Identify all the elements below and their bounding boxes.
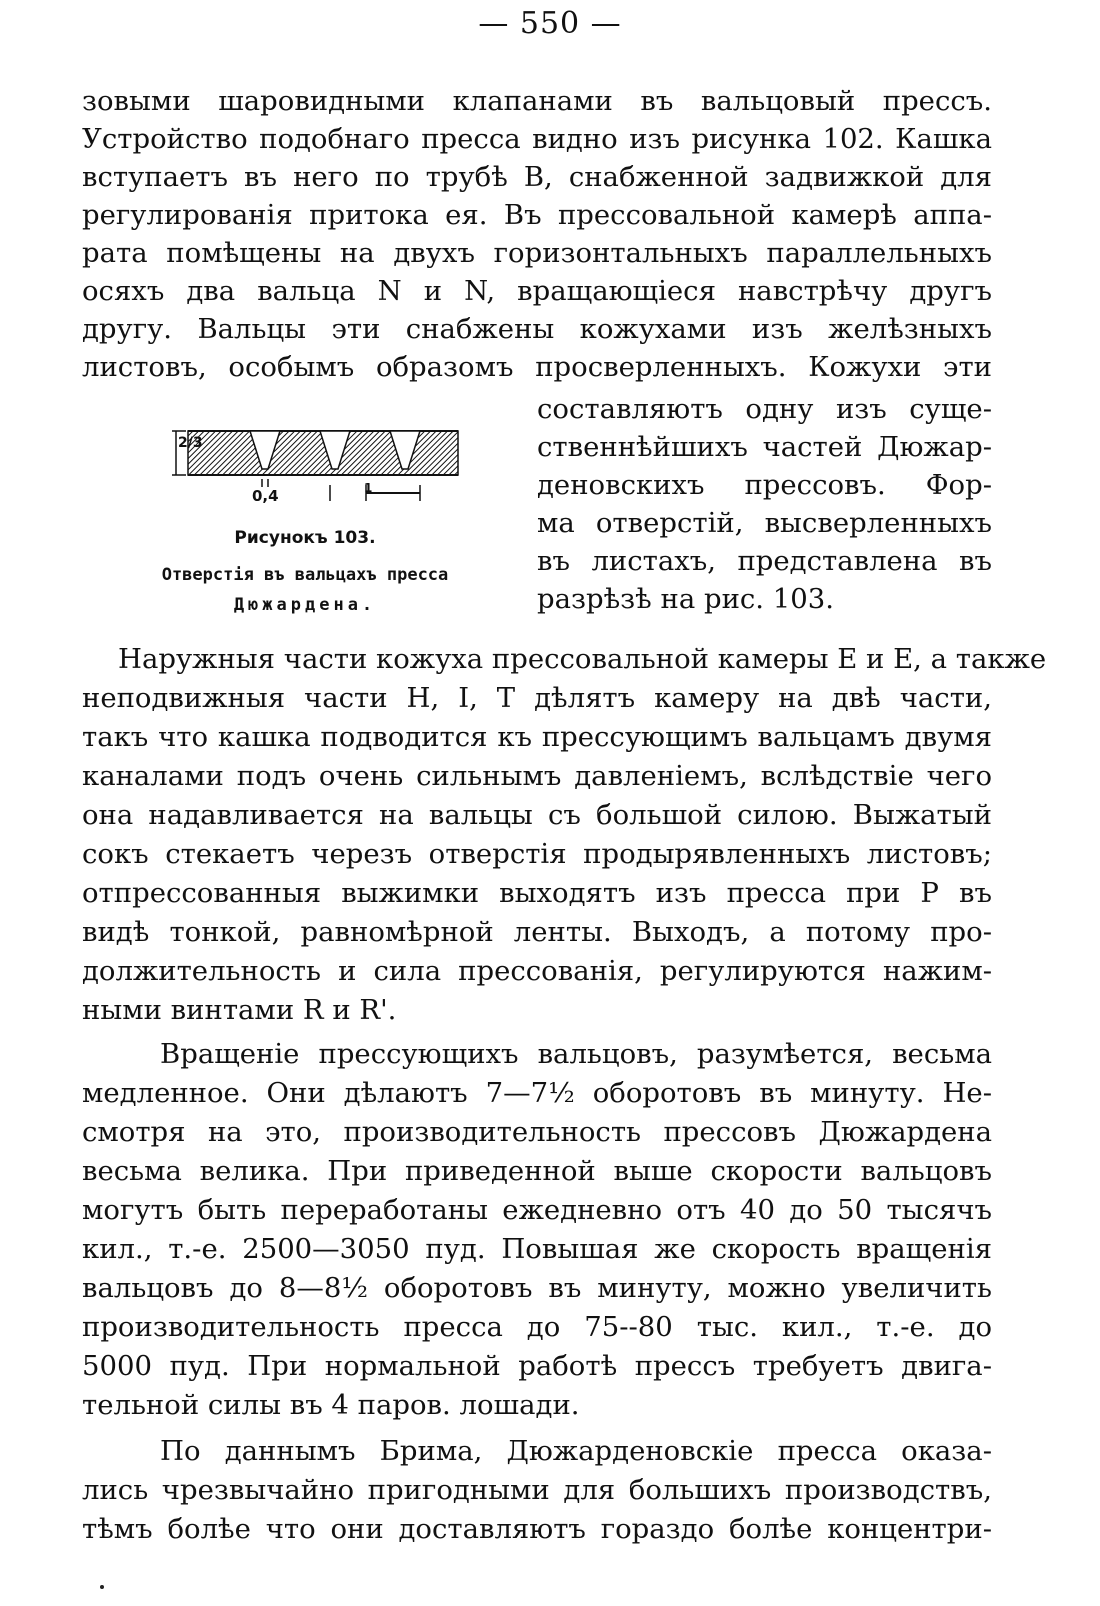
text-line: ными винтами R и R'. <box>82 994 397 1026</box>
print-speck <box>100 1585 104 1589</box>
text-line: Вращеніе прессующихъ вальцовъ, разумѣется, весьма <box>160 1038 992 1070</box>
text-line: деновскихъ прессовъ. Фор- <box>537 469 992 501</box>
text-line: видѣ тонкой, равномѣрной ленты. Выходъ, а потому про- <box>82 916 992 948</box>
figure-dimension-bottom-right: 1 <box>364 481 373 495</box>
text-line: смотря на это, производительность прессовъ Дюжардена <box>82 1116 992 1148</box>
text-line: тѣмъ болѣе что они доставляютъ гораздо болѣе концентри- <box>82 1513 992 1545</box>
text-line: каналами подъ очень сильнымъ давленіемъ, вслѣдствіе чего <box>82 760 992 792</box>
perforation-cross-section-drawing <box>170 425 470 515</box>
text-line: составляютъ одну изъ суще- <box>537 393 992 425</box>
text-line: Наружныя части кожуха прессовальной камеры Е и Е, а также <box>118 643 1047 675</box>
text-line: другу. Вальцы эти снабжены кожухами изъ желѣзныхъ <box>82 313 992 345</box>
text-line: она надавливается на вальцы съ большой силою. Выжатый <box>82 799 992 831</box>
text-line: такъ что кашка подводится къ прессующимъ вальцамъ двумя <box>82 721 992 753</box>
page-number: — 550 — <box>478 6 622 41</box>
text-line: должительность и сила прессованія, регулируются нажим- <box>82 955 992 987</box>
text-line: отпрессованныя выжимки выходятъ изъ пресса при Р въ <box>82 877 992 909</box>
text-line: производительность пресса до 75--80 тыс. кил., т.-е. до <box>82 1311 992 1343</box>
text-line: зовыми шаровидными клапанами въ вальцовый прессъ. <box>82 85 992 117</box>
text-line: вальцовъ до 8—8½ оборотовъ въ минуту, можно увеличить <box>82 1272 992 1304</box>
text-line: тельной силы въ 4 паров. лошади. <box>82 1389 580 1421</box>
text-line: 5000 пуд. При нормальной работѣ прессъ требуетъ двига- <box>82 1350 992 1382</box>
figure-caption-line1: Отверстія въ вальцахъ пресса <box>161 565 449 585</box>
text-line: весьма велика. При приведенной выше скорости вальцовъ <box>82 1155 992 1187</box>
text-line: регулированія притока ея. Въ прессовальной камерѣ аппа- <box>82 199 992 231</box>
text-line: листовъ, особымъ образомъ просверленныхъ. Кожухи эти <box>82 351 992 383</box>
figure-dimension-bottom-left: 0,4 <box>252 487 279 505</box>
figure-caption-line2: Дюжардена. <box>233 595 377 615</box>
text-line: лись чрезвычайно пригодными для большихъ производствъ, <box>82 1474 992 1506</box>
text-line: кил., т.-е. 2500—3050 пуд. Повышая же скорость вращенія <box>82 1233 992 1265</box>
text-line: рата помѣщены на двухъ горизонтальныхъ параллельныхъ <box>82 237 992 269</box>
figure-103 <box>150 425 480 625</box>
text-line: По даннымъ Брима, Дюжарденовскіе пресса оказа- <box>160 1435 992 1467</box>
text-line: ственнѣйшихъ частей Дюжар- <box>537 431 992 463</box>
figure-dimension-left: 2/3 <box>178 435 203 451</box>
text-line: медленное. Они дѣлаютъ 7—7½ оборотовъ въ минуту. Не- <box>82 1077 992 1109</box>
text-line: неподвижныя части Н, I, Т дѣлятъ камеру на двѣ части, <box>82 682 992 714</box>
text-line: разрѣзѣ на рис. 103. <box>537 583 835 615</box>
text-line: осяхъ два вальца N и N, вращающіеся навстрѣчу другъ <box>82 275 992 307</box>
text-line: могутъ быть переработаны ежедневно отъ 40 до 50 тысячъ <box>82 1194 992 1226</box>
text-line: сокъ стекаетъ черезъ отверстія продырявленныхъ листовъ; <box>82 838 992 870</box>
text-line: въ листахъ, представлена въ <box>537 545 992 577</box>
figure-label: Рисунокъ 103. <box>234 528 376 548</box>
text-line: Устройство подобнаго пресса видно изъ рисунка 102. Кашка <box>82 123 992 155</box>
text-line: вступаетъ въ него по трубѣ В, снабженной задвижкой для <box>82 161 992 193</box>
text-line: ма отверстій, высверленныхъ <box>537 507 992 539</box>
